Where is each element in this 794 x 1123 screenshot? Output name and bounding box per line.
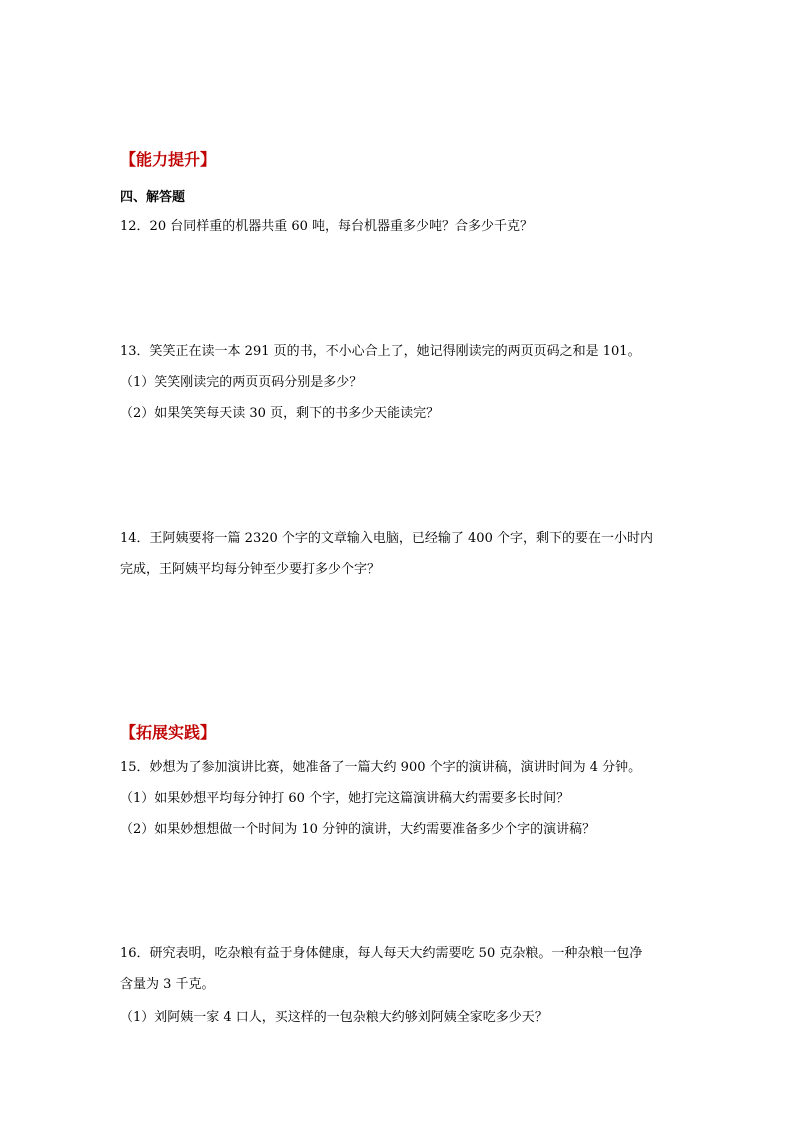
section-title-expand: 【拓展实践】 (120, 723, 217, 742)
question-16-line-2: 含量为 3 千克。 (120, 977, 215, 992)
question-16-line-1: 16．研究表明，吃杂粮有益于身体健康，每人每天大约需要吃 50 克杂粮。一种杂粮一包净 (120, 946, 643, 961)
subsection-heading: 四、解答题 (120, 190, 186, 205)
question-16-part-1: （1）刘阿姨一家 4 口人，买这样的一包杂粮大约够刘阿姨全家吃多少天？ (120, 1010, 548, 1025)
question-13-part-2: （2）如果笑笑每天读 30 页，剩下的书多少天能读完？ (120, 406, 440, 421)
question-13: 13．笑笑正在读一本 291 页的书，不小心合上了，她记得刚读完的两页页码之和是 101。 (120, 344, 641, 359)
question-14-line-1: 14．王阿姨要将一篇 2320 个字的文章输入电脑，已经输了 400 个字，剩下的要在一小时内 (120, 531, 653, 546)
question-15: 15．妙想为了参加演讲比赛，她准备了一篇大约 900 个字的演讲稿，演讲时间为 4 分钟。 (120, 760, 642, 775)
question-12: 12．20 台同样重的机器共重 60 吨，每台机器重多少吨？合多少千克？ (120, 219, 534, 234)
question-15-part-2: （2）如果妙想想做一个时间为 10 分钟的演讲，大约需要准备多少个字的演讲稿？ (120, 822, 596, 837)
question-14-line-2: 完成，王阿姨平均每分钟至少要打多少个字？ (120, 562, 381, 577)
question-15-part-1: （1）如果妙想平均每分钟打 60 个字，她打完这篇演讲稿大约需要多长时间？ (120, 791, 570, 806)
question-13-part-1: （1）笑笑刚读完的两页页码分别是多少？ (120, 375, 363, 390)
section-title-ability: 【能力提升】 (120, 150, 217, 169)
